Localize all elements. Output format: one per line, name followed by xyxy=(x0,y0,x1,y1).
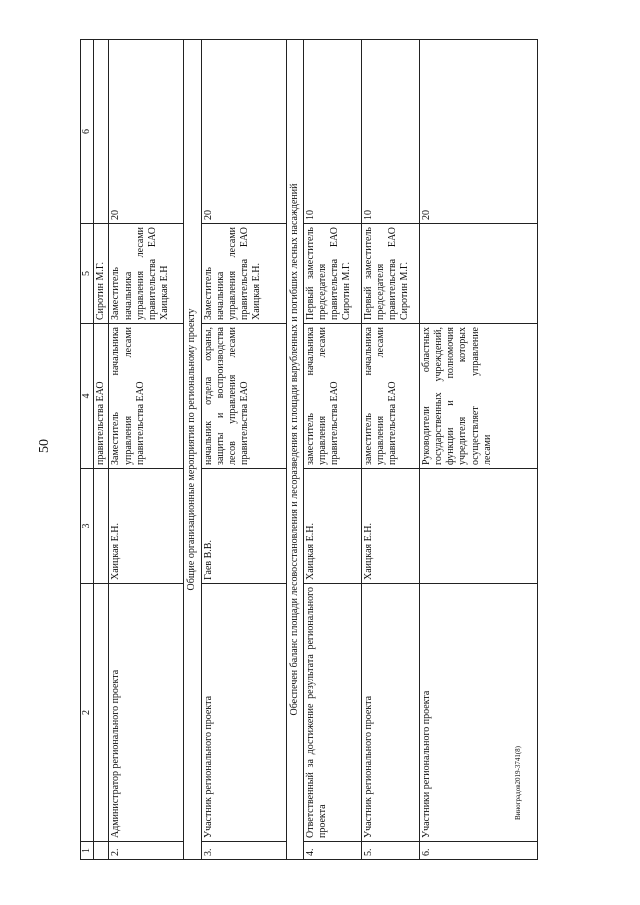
role-cell: Администратор регионального проекта xyxy=(109,584,184,842)
row-number: 3. xyxy=(201,842,286,860)
header-row xyxy=(81,40,94,860)
role-cell: Участник регионального проекта xyxy=(361,584,419,842)
role-cell: Участники регионального проекта xyxy=(419,584,537,842)
position-cell: Руководители областных государственных учреждений, функции и полномочия учредителя которых осуществляет управление лесами xyxy=(419,324,537,469)
header-cell: 5 xyxy=(81,224,94,324)
workload-cell: 10 xyxy=(361,40,419,224)
table-row xyxy=(109,40,184,860)
row-number: 2. xyxy=(109,842,184,860)
section-row xyxy=(286,40,303,860)
table-row xyxy=(201,40,286,860)
workload-cell: 20 xyxy=(419,40,537,224)
position-cell: заместитель начальника управления лесами правительства ЕАО xyxy=(361,324,419,469)
header-cell: 6 xyxy=(81,40,94,224)
header-cell: 1 xyxy=(81,842,94,860)
supervisor-cell: Первый заместитель председателя правительства ЕАО Сиротин М.Г. xyxy=(361,224,419,324)
supervisor-cell: Сиротин М.Г. xyxy=(94,224,109,324)
row-number: 4. xyxy=(303,842,361,860)
section-title: Общие организационные мероприятия по региональному проекту xyxy=(184,40,201,860)
workload-cell: 20 xyxy=(201,40,286,224)
workload-cell xyxy=(94,40,109,224)
position-cell: начальник отдела охраны, защиты и воспроизводства лесов управления лесами правительства ЕАО xyxy=(201,324,286,469)
person-cell: Хаицкая Е.Н. xyxy=(361,469,419,584)
person-cell xyxy=(94,469,109,584)
position-cell: Заместитель начальника управления лесами правительства ЕАО xyxy=(109,324,184,469)
document-code: Виноградов2019-3741(8) xyxy=(514,746,522,820)
workload-cell: 20 xyxy=(109,40,184,224)
header-cell: 2 xyxy=(81,584,94,842)
header-cell: 3 xyxy=(81,469,94,584)
row-number: 5. xyxy=(361,842,419,860)
page-number: 50 xyxy=(37,439,52,453)
role-cell: Ответственный за достижение результата регионального проекта xyxy=(303,584,361,842)
supervisor-cell: Заместитель начальника управления лесами правительства ЕАО Хаицкая Е.Н. xyxy=(201,224,286,324)
rotated-page-content xyxy=(80,40,630,860)
supervisor-cell: Первый заместитель председателя правительства ЕАО Сиротин М.Г. xyxy=(303,224,361,324)
row-number xyxy=(94,842,109,860)
position-cell: заместитель начальника управления лесами правительства ЕАО xyxy=(303,324,361,469)
table-row xyxy=(419,40,537,860)
position-cell: правительства ЕАО xyxy=(94,324,109,469)
supervisor-cell xyxy=(419,224,537,324)
section-row xyxy=(184,40,201,860)
row-number: 6. xyxy=(419,842,537,860)
table-row xyxy=(361,40,419,860)
section-title: Обеспечен баланс площади лесовосстановления и лесоразведения к площади вырубленных и погибших лесных насаждений xyxy=(286,40,303,860)
person-cell: Хаицкая Е.Н. xyxy=(303,469,361,584)
role-cell: Участник регионального проекта xyxy=(201,584,286,842)
workload-cell: 10 xyxy=(303,40,361,224)
role-cell xyxy=(94,584,109,842)
person-cell: Гаев В.В. xyxy=(201,469,286,584)
table-row xyxy=(303,40,361,860)
person-cell: Хаицкая Е.Н. xyxy=(109,469,184,584)
header-cell: 4 xyxy=(81,324,94,469)
person-cell xyxy=(419,469,537,584)
supervisor-cell: Заместитель начальника управления лесами правительства ЕАО Хаицкая Е.Н xyxy=(109,224,184,324)
table-row xyxy=(94,40,109,860)
project-participants-table xyxy=(80,39,538,860)
